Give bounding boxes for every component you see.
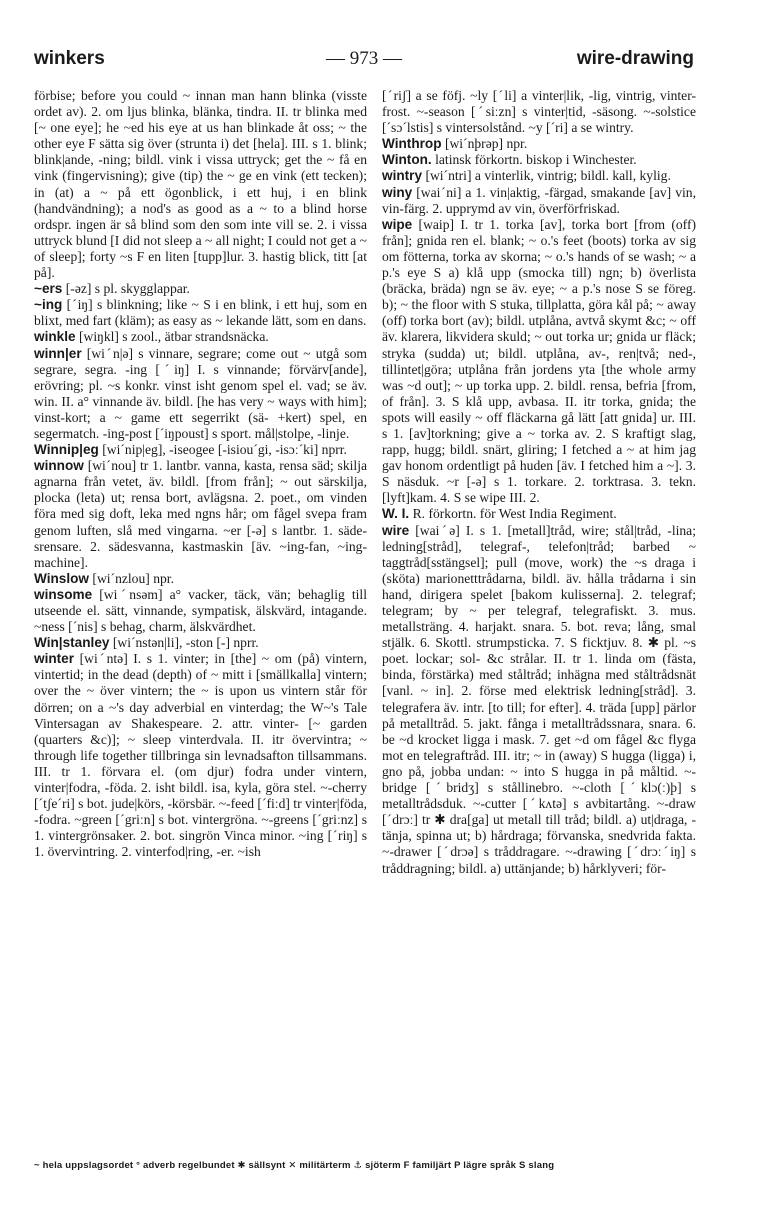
- dictionary-entry: [34, 442, 367, 458]
- dictionary-entry: [382, 168, 696, 184]
- right-column: [382, 88, 696, 1150]
- entry-headword: ~ers: [34, 281, 63, 297]
- dictionary-entry: [34, 458, 367, 571]
- entry-definition: [wiˊnstən|li], -ston [-] nprr.: [112, 635, 259, 651]
- entry-definition: [wiŋkl] s zool., ätbar strandsnäcka.: [78, 329, 269, 345]
- entry-headword: Winslow: [34, 570, 90, 586]
- dictionary-entry: [34, 635, 367, 651]
- entry-definition: [ˊriʃ] a se föfj. ~ly [ˊli] a vinter|lik, -lig, vintrig, vinter- frost. ~-season [ˊsiːzn] s vinter|tid, -säsong. ~-solstice [ˊsɔˊlstis] s vintersolstånd. ~y [ˊri] a se wintry.: [382, 88, 696, 136]
- dictionary-entry: [34, 281, 367, 297]
- dictionary-entry: [382, 523, 696, 877]
- entry-definition: R. förkortn. för West India Regiment.: [412, 506, 617, 522]
- dictionary-entry: [34, 587, 367, 635]
- entry-headword: Winton.: [382, 152, 432, 168]
- dictionary-entry: [34, 297, 367, 329]
- dictionary-entry: [382, 152, 696, 168]
- entry-headword: W. I.: [382, 506, 410, 522]
- entry-definition: [wiˊnip|eg], -iseogee [-isiouˊgi, -isɔːˊki] nprr.: [102, 442, 347, 458]
- dictionary-entry: [382, 185, 696, 217]
- dictionary-entry: [382, 136, 696, 152]
- entry-definition: [wiˊn|ə] s vinnare, segrare; come out ~ utgå som segrare, segra. -ing [ˊiŋ] I. s vinnande; förvärv[ande], erövring; pl. ~s konkr. vinst isht genom spel el. vad; se äv. win. II. a° vinnande äv. bildl. [he has very ~ ways with him]; vinst-kort; a ~ game ett segerrikt (sä- +kert) spel, en segermatch. -ing-post [ˊiŋpoust] s sport. mål|stolpe, -linje.: [34, 345, 367, 441]
- dictionary-entry: [34, 88, 367, 281]
- page-header: [34, 48, 694, 78]
- entry-definition: latinsk förkortn. biskop i Winchester.: [435, 152, 637, 168]
- entry-headword: Winthrop: [382, 136, 442, 152]
- entry-definition: [wiˊnþrəp] npr.: [444, 136, 528, 152]
- dictionary-entry: [34, 651, 367, 860]
- entry-headword: wire: [382, 522, 410, 538]
- entry-definition: [waiˊə] I. s 1. [metall]tråd, wire; stål|tråd, -lina; ledning[stråd], telegraf-, telefon|tråd; barbed ~ taggtråd[sstängsel]; pull (move, work) the ~s draga i (sköta) marionetttrådarna, bildl. äv. hålla trådarna i sin hand, dirigera spelet [bakom kulisserna]. 2. telegraf; telegram; by ~ per telegraf, telegrafiskt. 3. mus. metallsträng. 4. harjakt. snara. 5. bot. reva; lång, smal stjälk. 6. Skottl. strumpsticka. 7. S ficktjuv. 8. ✱ pl. ~s poet. lockar; sol- &c strålar. II. tr 1. linda om (fästa, binda, förstärka) med ståltråd; inhägna med ståltrådsnät [vanl. ~ in]. 2. förse med elektrisk ledning[stråd]. 3. telegrafera äv. intr. [to till; for efter]. 4. träda [upp] pärlor på metalltråd. 5. jakt. fånga i metalltrådssnara, snara. 6. be ~d krocket ligga i mask. 7. get ~d om fågel &c flyga mot en telegraftråd. III. itr; ~ in (away) S hugga (ligga) i, gno på, jobba undan: ~ into S hugga in på måltid. ~-bridge [ˊbridʒ] s stållinebro. ~-cloth [ˊklɔ(ː)þ] s metalltrådsduk. ~-cutter [ˊkʌtə] s avbitartång. ~-draw [ˊdrɔː] tr ✱ dra[ga] ut metall till tråd; bildl. a) ut|draga, -tänja, spinna ut; b) hårdraga; förvanska, snedvrida fakta. ~-drawer [ˊdrɔə] s tråddragare. ~-drawing [ˊdrɔːˊiŋ] s tråddragning; bildl. a) uttänjande; b) hårklyveri; för-: [382, 522, 696, 876]
- header-last-word: wire-drawing: [576, 48, 694, 69]
- entry-definition: [waip] I. tr 1. torka [av], torka bort [from (off) från]; gnida ren el. blank; ~ o.'s feet (boots) torka av sig om fötterna, torka av skorna; ~ o.'s hands of se wash; ~ a p.'s eye S a) klå upp (smocka till) ngn; b) överlista (bräcka, bräda) ngn se äv. eye; ~ a p.'s nose S se föreg. b); ~ the floor with S stuka, tillplatta, göra kål på; ~ away (off) torka bort (av); bildl. utplåna, avtvå skymt &c; ~ off äv. klarera, likvidera skuld; ~ out torka ur; gnida ur fläck; stryka (sudda) ut; bildl. utplåna, av-, ren|två; ned-, tillintet|göra; utplåna från jordens yta [the whole army was ~d out]; ~ up torka upp. 2. bildl. rensa, befria [from, of från]. 3. S klå upp, avbasa. II. itr torka, gnida; the spots will easily ~ off fläckarna gå lätt [att gnida] ur. III. s 1. [av]torkning; give a ~ torka av. 2. S kraftigt slag, rapp, hugg; bildl. snärt, gliring; I fetched a ~ at him jag gav honom ordentligt på huden [äv. I fetched him a ~]. 3. S näsduk. ~r [-ə] s 1. torkare. 2. torktrasa. 3. tekn. [lyft]kam. 4. S se wipe III. 2.: [382, 216, 696, 506]
- entry-definition: [wiˊnou] tr 1. lantbr. vanna, kasta, rensa säd; skilja agnarna från vetet, äv. bildl. [from från]; ~ out särskilja, plocka (leta) ut; rensa bort, avlägsna. 2. poet., om vinden föra med sig doft, leka med ngns hår; om fågel svepa fram genom luften, slå med vingarna. ~er [-ə] s lantbr. 1. sädesrensare. 2. sädesvanna, kastmaskin [äv. ~ing-fan, ~ing-machine].: [34, 458, 367, 570]
- entry-definition: [wiˊnzlou] npr.: [92, 570, 174, 586]
- dictionary-entry: [382, 88, 696, 136]
- entry-definition: [waiˊni] a 1. vin|aktig, -färgad, smakande [av] vin, vin-färg. 2. upprymd av vin, överförfriskad.: [382, 184, 696, 216]
- entry-definition: [wiˊntri] a vinterlik, vintrig; bildl. kall, kylig.: [425, 168, 671, 184]
- entry-headword: winsome: [34, 586, 93, 602]
- entry-headword: Winnip|eg: [34, 442, 99, 458]
- entry-headword: winkle: [34, 329, 76, 345]
- dictionary-entry: [382, 217, 696, 507]
- dictionary-entry: [34, 329, 367, 345]
- entry-headword: winy: [382, 184, 413, 200]
- dictionary-entry: [34, 571, 367, 587]
- entry-headword: wipe: [382, 216, 413, 232]
- dictionary-entry: [34, 346, 367, 443]
- entry-definition: förbise; before you could ~ innan man hann blinka (visste ordet av). 2. om ljus blinka, blänka, tindra. II. tr blinka med [~ one eye]; he ~ed his eye at us han blinkade åt oss; ~ the other eye F sätta sig över (strunta i) det [hela]. III. s 1. blink; blink|ande, -ning; bildl. vink i vissa uttryck; get the ~ få en vink (fingervisning); give (tip) the ~ ge en vink (ett tecken); in (at) a ~ på ett ögonblick, i ett huj, i en blink (handvändning); a nod's as good as a ~ to a blind horse ordspr. ingen är så blind som den som inte vill se. 2. i vissa uttryck blund [I did not sleep a ~ all night; I could not get a ~ of sleep]; forty ~s F en liten [tupp]lur. 3. hastig blick, titt [at på].: [34, 88, 367, 281]
- abbreviation-legend: ~ hela uppslagsordet ° adverb regelbundet ✱ sällsynt ✕ militärterm ⚓ sjöterm F familjärt P lägre språk S slang: [34, 1160, 555, 1171]
- entry-definition: [wiˊntə] I. s 1. vinter; in [the] ~ om (på) vintern, vintertid; in the dead (depth) of ~ mitt i [smällkalla] vintern; over the ~ över vintern; the ~ is upon us vintern står för dörren; on a ~'s day adverbial en vinterdag; the W~'s Tale Vintersagan av Shakespeare. 2. attr. vinter- [~ garden (quarters &c)]; ~ sleep vinterdvala. II. itr övervintra; ~ through life together tillbringa sin levnadsafton tillsammans. III. tr 1. förvara el. (om djur) fodra under vintern, vinter|fodra, -föda. 2. isht bildl. isa, kyla, göra stel. ~-cherry [ˊtʃeˊri] s bot. jude|körs, -körsbär. ~-feed [ˊfiːd] tr vinter|föda, -fodra. ~green [ˊgriːn] s bot. vintergröna. ~-greens [ˊgriːnz] s 1. vintergrönsaker. 2. bot. singrön Vinca minor. ~ing [ˊriŋ] s 1. övervintring. 2. vinterfod|ring, -er. ~ish: [34, 651, 367, 860]
- entry-headword: ~ing: [34, 297, 63, 313]
- entry-definition: [-əz] s pl. skygglappar.: [65, 281, 190, 297]
- entry-headword: winnow: [34, 458, 84, 474]
- entry-definition: [ˊiŋ] s blinkning; like ~ S i en blink, i ett huj, som en blixt, med fart (kläm); as easy as ~ lekande lätt, som en dans.: [34, 297, 367, 329]
- dictionary-entry: [382, 506, 696, 522]
- header-first-word: winkers: [34, 48, 105, 69]
- entry-headword: Win|stanley: [34, 635, 110, 651]
- entry-headword: winter: [34, 651, 75, 667]
- entry-definition: [wiˊnsəm] a° vacker, täck, vän; behaglig till utseende el. sätt, vinnande, sympatisk, älskvärd, intagande. ~ness [ˊnis] s behag, charm, älskvärdhet.: [34, 586, 367, 635]
- page-number: — 973 —: [326, 48, 402, 69]
- entry-headword: wintry: [382, 168, 423, 184]
- left-column: [34, 88, 367, 1150]
- entry-headword: winn|er: [34, 345, 82, 361]
